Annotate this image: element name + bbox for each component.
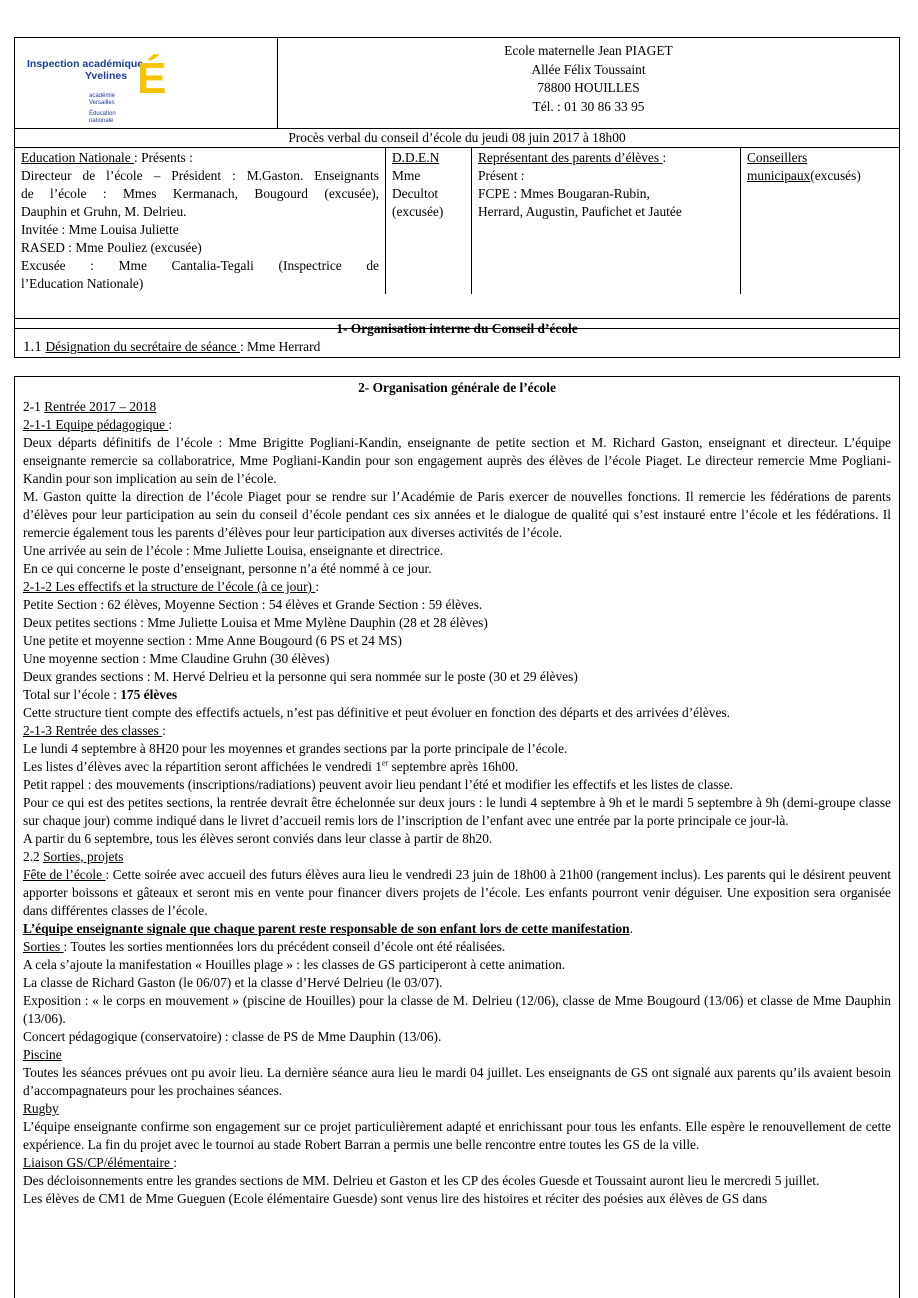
rentree-heading: Rentrée 2017 – 2018: [44, 399, 157, 414]
sorties-label: Sorties: [23, 939, 64, 954]
section-1-title: 1- Organisation interne du Conseil d’école: [336, 321, 578, 336]
liaison-heading: Liaison GS/CP/élémentaire: [23, 1155, 174, 1170]
effectifs-heading: 2-1-2 Les effectifs et la structure de l’école (à ce jour): [23, 579, 316, 594]
logo-sub2: Versailles: [89, 100, 115, 106]
responsabilite-warning: L’équipe enseignante signale que chaque parent reste responsable de son enfant lors de cette manifestation: [23, 921, 630, 936]
section-2-box: [14, 376, 900, 1298]
sorties-projets-heading: Sorties, projets: [43, 849, 124, 864]
para-departs: Deux départs définitifs de l’école : Mme Brigitte Pogliani-Kandin, enseignante de petite section et M. Richard Gaston, enseignant et directeur. L’équipe enseignante remercie sa collaboratrice, Mme Pogliani-Kandin pour son engagement auprès des élèves de l’école Piaget. Le directeur remercie Mme Pogliani-Kandin pour son implication au sein de l’école.: [23, 435, 891, 486]
logo-sub1: académie: [89, 93, 116, 99]
fete-label: Fête de l’école: [23, 867, 106, 882]
para-gaston: M. Gaston quitte la direction de l’école Piaget pour se rendre sur l’Académie de Paris exercer de nouvelles fonctions. Il remercie les fédérations de parents d’élèves pour leur participation au sein du conseil d’école pendant ces six années et le dialogue de qualité qui s’est instauré entre l’école et les fédérations. Il remercie également tous les parents d’élèves pour leur participation aux diverses activités de l’école.: [23, 489, 891, 540]
council-cell: Conseillers municipaux(excusés): [741, 148, 900, 294]
logo-sub3: Éducation: [89, 111, 116, 117]
en-label: Education Nationale: [21, 150, 135, 165]
section-2-body: 2-1 Rentrée 2017 – 2018 2-1-1 Equipe pédagogique : Deux départs définitifs de l’école : Mme Brigitte Pogliani-Kandin, enseignante de petite section et M. Richard Gaston, enseignant et directeur. L’équipe enseignante remercie sa collaboratrice, Mme Pogliani-Kandin pour son engagement auprès des élèves de l’école Piaget. Le directeur remercie Mme Pogliani-Kandin pour son implication au sein de l’école. M. Gaston quitte la direction de l’école Piaget pour se rendre sur l’Académie de Paris exercer de nouvelles fonctions. Il remercie les fédérations de parents d’élèves pour leur participation au sein du conseil d’école pendant ces six années et le dialogue de qualité qui s’est instauré entre l’école et les fédérations. Il remercie également tous les parents d’élèves pour leur participation aux diverses activités de l’école. Une arrivée au sein de l’école : Mme Juliette Louisa, enseignante et directrice. En ce qui concerne le poste d’enseignant, personne n’a été nommé à ce jour. 2-1-2 Les effectifs et la structure de l’école (à ce jour) : Petite Section : 62 élèves, Moyenne Section : 54 élèves et Grande Section : 59 élèves. Deux petites sections : Mme Juliette Louisa et Mme Mylène Dauphin (28 et 28 élèves) Une petite et moyenne section : Mme Anne Bougourd (6 PS et 24 MS) Une moyenne section : Mme Claudine Gruhn (30 élèves) Deux grandes sections : M. Hervé Delrieu et la personne qui sera nommée sur le poste (30 et 29 élèves) Total sur l’école : 175 élèves Cette structure tient compte des effectifs actuels, n’est pas définitive et peut évoluer en fonction des départs et des arrivées d’élèves. 2-1-3 Rentrée des classes : Le lundi 4 septembre à 8H20 pour les moyennes et grandes sections par la porte principale de l’école. Les listes d’élèves avec la répartition seront affichées le vendredi 1er septembre après 16h00. Petit rappel : des mouvements (inscriptions/radiations) peuvent avoir lieu pendant l’été et modifier les effectifs et les listes de classe. Pour ce qui est des petites sections, la rentrée devrait être échelonnée sur deux jours : le lundi 4 septembre à 9h et le mardi 5 septembre à 9h (demi-groupe classe sur chaque jour) comme indiqué dans le livret d’accueil remis lors de l’inscription de l’enfant avec une entrée par la porte principale ce jour-là. A partir du 6 septembre, tous les élèves seront conviés dans leur classe à partir de 8h20. 2.2 Sorties, projets Fête de l’école : Cette soirée avec accueil des futurs élèves aura lieu le vendredi 23 juin de 18h00 à 21h00 (rangement inclus). Les parents qui le désirent peuvent apporter boissons et gâteaux et seront mis en vente pour financer divers projets de l’école. Les enfants pourront venir déguiser. Une exposition sera organisée dans différentes classes de l’école. L’équipe enseignante signale que chaque parent reste responsable de son enfant lors de cette manifestation. Sorties : Toutes les sorties mentionnées lors du précédent conseil d’école ont été réalisées. A cela s’ajoute la manifestation « Houilles plage » : les classes de GS participeront à cette animation. La classe de Richard Gaston (le 06/07) et la classe d’Hervé Delrieu (le 03/07). Exposition : « le corps en mouvement » (piscine de Houilles) pour la classe de M. Delrieu (12/06), classe de Mme Bougourd (13/06) et classe de Mme Dauphin (13/06). Concert pédagogique (conservatoire) : classe de PS de Mme Dauphin (13/06). Piscine Toutes les séances prévues ont pu avoir lieu. La dernière séance aura lieu le mardi 04 juillet. Les enseignants de GS ont signalé aux parents qu’ils avaient besoin d’accompagnateurs pour les prochaines séances. Rugby L’équipe enseignante confirme son engagement sur ce projet particulièrement adapté et enrichissant pour tous les enfants. Elle espère le renouvellement de cette expérience. La fin du projet avec le tournoi au stade Robert Barran a permis une belle rencontre entre toutes les GS de la ville. Liaison GS/CP/élémentaire : Des décloisonnements entre les grandes sections de MM. Delrieu et Gaston et les CP des écoles Guesde et Toussaint auront lieu le mercredi 5 juillet. Les élèves de CM1 de Mme Gueguen (Ecole élémentaire Guesde) sont venus lire des histoires et réciter des poésies aux élèves de GS dans: [23, 399, 891, 1206]
parents-label: Représentant des parents d’élèves: [478, 150, 663, 165]
school-street: Allée Félix Toussaint: [531, 61, 646, 77]
logo-big-e: É: [137, 54, 167, 103]
school-city: 78800 HOUILLES: [537, 80, 640, 95]
header-box: [14, 37, 900, 329]
academie-logo: [25, 40, 175, 126]
parents-cell: Représentant des parents d’élèves : Présent : FCPE : Mmes Bougaran-Rubin, Herrard, Augustin, Paufichet et Jautée: [472, 148, 741, 294]
section-2-title: 2- Organisation générale de l’école: [358, 380, 556, 395]
school-name: Ecole maternelle Jean PIAGET: [504, 43, 673, 58]
equipe-heading: 2-1-1 Equipe pédagogique: [23, 417, 169, 432]
pv-title: Procès verbal du conseil d’école du jeudi 08 juin 2017 à 18h00: [15, 129, 899, 148]
total-eleves: 175 élèves: [120, 687, 178, 702]
dden-label: D.D.E.N: [392, 150, 440, 165]
school-address: [278, 38, 900, 129]
rentree-classes-heading: 2-1-3 Rentrée des classes: [23, 723, 163, 738]
logo-cell: [15, 38, 278, 129]
dden-cell: D.D.E.N Mme Decultot (excusée): [386, 148, 472, 294]
education-nationale-cell: Education Nationale : Présents : Directeur de l’école – Président : M.Gaston. Enseignants de l’école : Mmes Kermanach, Bougourd (excusée), Dauphin et Gruhn, M. Delrieu. Invitée : Mme Louisa Juliette RASED : Mme Pouliez (excusée) Excusée : Mme Cantalia-Tegali (Inspectrice de l’Education Nationale): [15, 148, 386, 294]
logo-line1: Inspection académique: [27, 58, 144, 70]
piscine-heading: Piscine: [23, 1047, 62, 1062]
logo-sub4: nationale: [89, 118, 114, 124]
attendance-table: [15, 148, 899, 294]
section-1-box: [14, 318, 900, 358]
logo-line2: Yvelines: [85, 70, 128, 82]
header-table: [15, 38, 899, 148]
council-label: Conseillers: [747, 150, 808, 165]
section-1-1: 1.1 Désignation du secrétaire de séance : Mme Herrard: [23, 339, 321, 355]
school-phone: Tél. : 01 30 86 33 95: [532, 98, 645, 114]
rugby-heading: Rugby: [23, 1101, 59, 1116]
